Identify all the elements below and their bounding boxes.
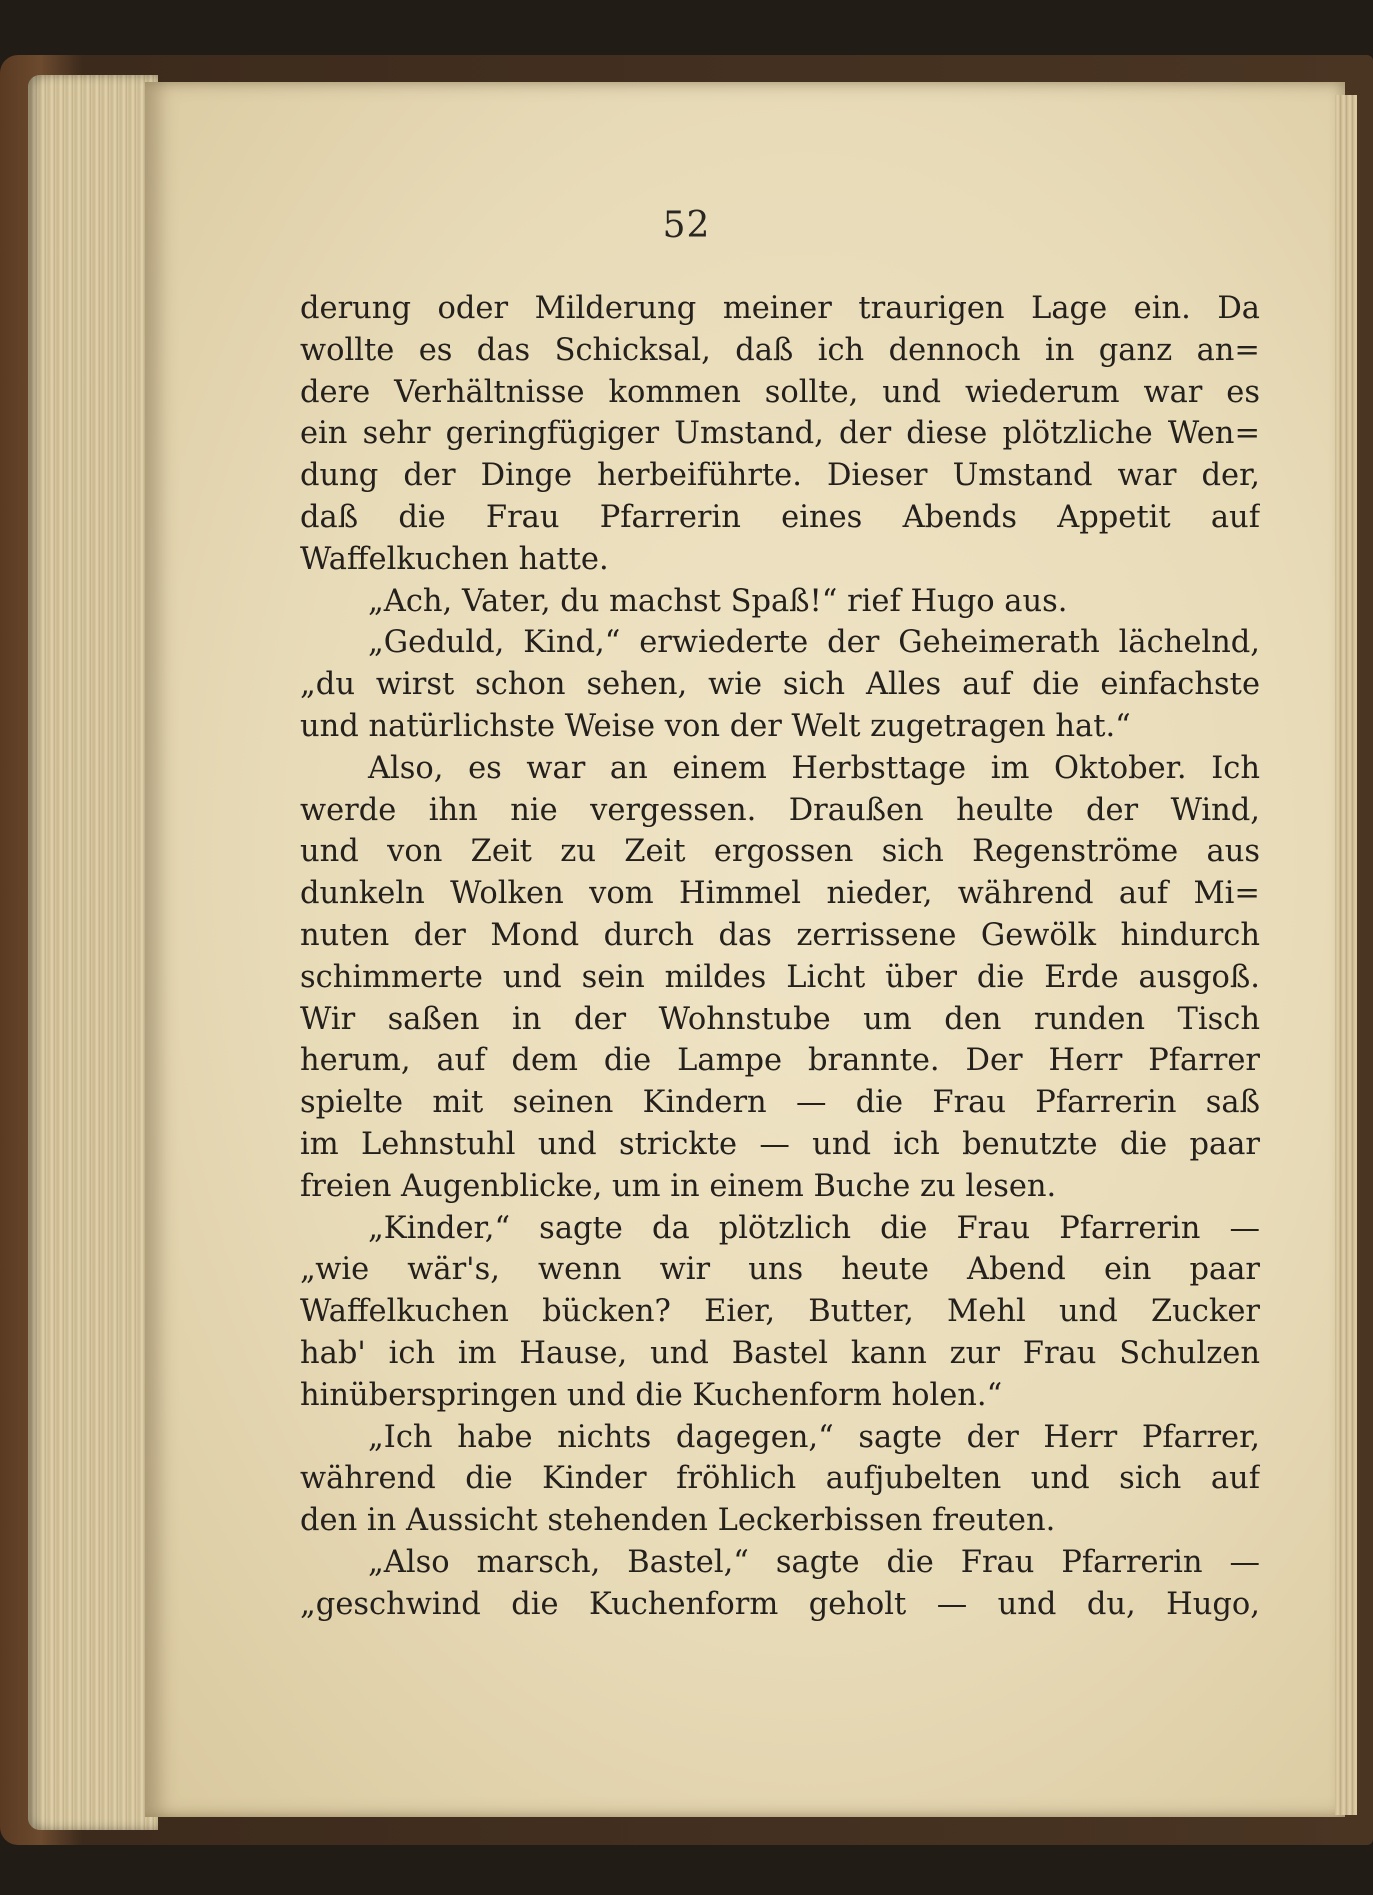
- text-line: und natürlichste Weise von der Welt zugetragen hat.“: [300, 708, 1131, 744]
- text-line: spielte mit seinen Kindern — die Frau Pfarrerin saß: [300, 1085, 1260, 1121]
- text-line: „Ach, Vater, du machst Spaß!“ rief Hugo aus.: [368, 583, 1068, 619]
- text-line: werde ihn nie vergessen. Draußen heulte der Wind,: [300, 792, 1260, 828]
- text-line: während die Kinder fröhlich aufjubelten und sich auf: [300, 1461, 1260, 1497]
- page-edges-left: [28, 75, 158, 1830]
- text-line: hinüberspringen und die Kuchenform holen.“: [300, 1377, 1003, 1413]
- text-line: „du wirst schon sehen, wie sich Alles auf die einfachste: [300, 667, 1260, 703]
- text-line: und von Zeit zu Zeit ergossen sich Regenströme aus: [300, 834, 1260, 870]
- text-line: dunkeln Wolken vom Himmel nieder, während auf Mi=: [300, 876, 1260, 912]
- page-text: [300, 288, 1260, 1626]
- text-line: dung der Dinge herbeiführte. Dieser Umstand war der,: [300, 458, 1260, 494]
- text-line: schimmerte und sein mildes Licht über die Erde ausgoß.: [300, 959, 1260, 995]
- page-number: 52: [662, 205, 711, 246]
- text-line: Also, es war an einem Herbsttage im Oktober. Ich: [368, 750, 1260, 786]
- text-line: derung oder Milderung meiner traurigen Lage ein. Da: [300, 291, 1260, 326]
- text-line: „wie wär's, wenn wir uns heute Abend ein paar: [300, 1252, 1260, 1288]
- text-line: wollte es das Schicksal, daß ich dennoch in ganz an=: [300, 332, 1260, 368]
- text-line: „Also marsch, Bastel,“ sagte die Frau Pfarrerin —: [368, 1544, 1260, 1580]
- text-line: Waffelkuchen hatte.: [300, 541, 609, 577]
- text-line: „Geduld, Kind,“ erwiederte der Geheimerath lächelnd,: [368, 625, 1260, 661]
- text-line: Wir saßen in der Wohnstube um den runden Tisch: [300, 1001, 1260, 1037]
- text-line: „Kinder,“ sagte da plötzlich die Frau Pfarrerin —: [368, 1210, 1260, 1246]
- text-line: im Lehnstuhl und strickte — und ich benutzte die paar: [300, 1126, 1260, 1162]
- text-line: ein sehr geringfügiger Umstand, der diese plötzliche Wen=: [300, 416, 1260, 452]
- text-line: herum, auf dem die Lampe brannte. Der Herr Pfarrer: [300, 1043, 1260, 1079]
- text-line: den in Aussicht stehenden Leckerbissen freuten.: [300, 1503, 1056, 1539]
- text-line: daß die Frau Pfarrerin eines Abends Appetit auf: [300, 499, 1260, 535]
- text-line: nuten der Mond durch das zerrissene Gewölk hindurch: [300, 917, 1260, 953]
- text-line: dere Verhältnisse kommen sollte, und wiederum war es: [300, 374, 1260, 410]
- text-line: freien Augenblicke, um in einem Buche zu lesen.: [300, 1168, 1057, 1204]
- text-line: „geschwind die Kuchenform geholt — und du, Hugo,: [300, 1586, 1260, 1622]
- text-line: „Ich habe nichts dagegen,“ sagte der Herr Pfarrer,: [368, 1419, 1260, 1455]
- page-edges-right: [1335, 95, 1357, 1815]
- text-line: Waffelkuchen bücken? Eier, Butter, Mehl und Zucker: [300, 1294, 1260, 1330]
- text-line: hab' ich im Hause, und Bastel kann zur Frau Schulzen: [300, 1335, 1260, 1371]
